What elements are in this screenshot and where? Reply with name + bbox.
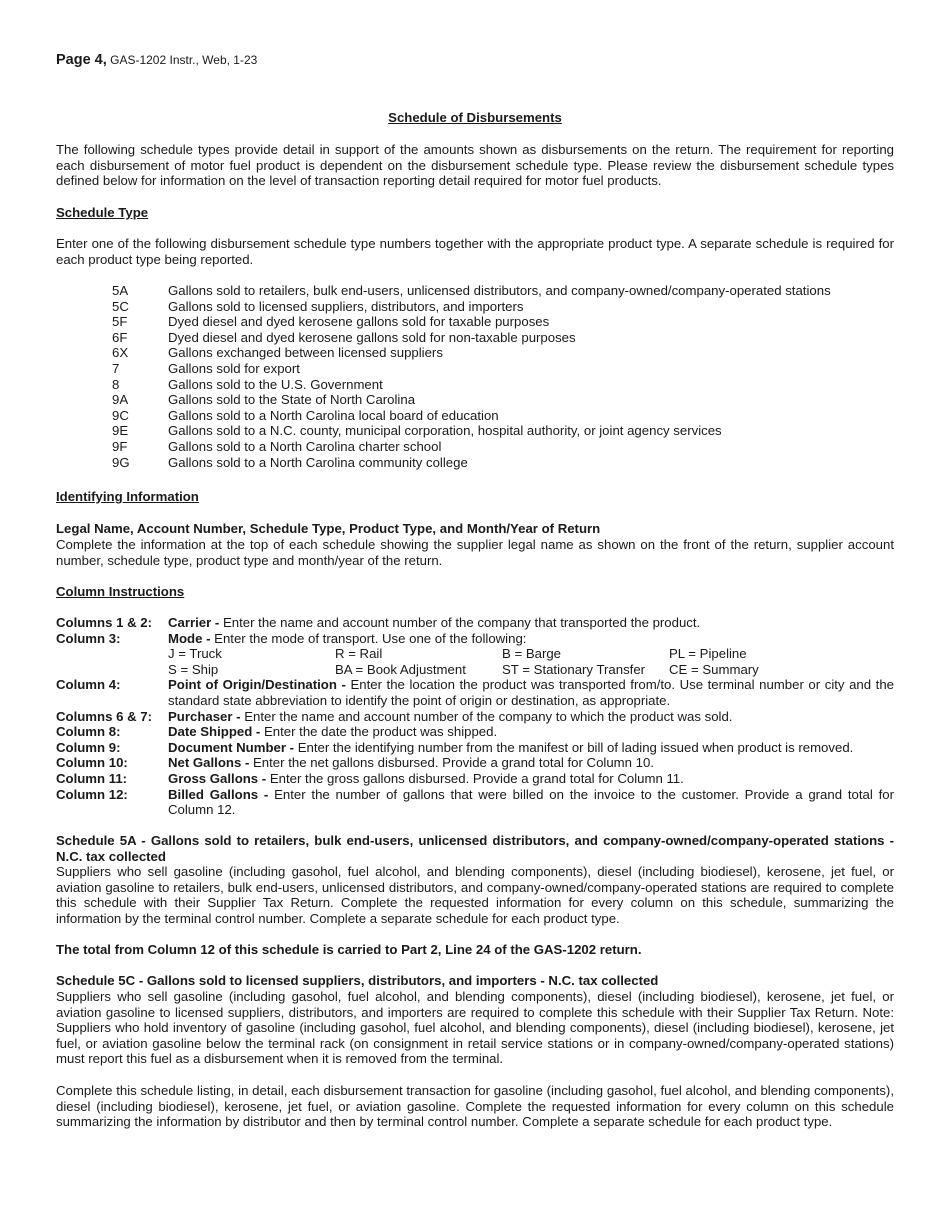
column-row bbox=[56, 724, 894, 740]
column-text: Enter the location the product was transported from/to. Use terminal number or city and the standard state abbreviation to identify the point of origin or destination, as appropriate. bbox=[168, 677, 895, 708]
mode-code: J = Truck bbox=[168, 646, 222, 662]
schedule-code: 9E bbox=[112, 423, 129, 439]
schedule-code: 5F bbox=[112, 314, 128, 330]
mode-code: CE = Summary bbox=[669, 661, 759, 677]
schedule-code: 6X bbox=[112, 345, 129, 361]
mode-codes-row bbox=[168, 662, 894, 678]
column-instructions bbox=[56, 615, 894, 818]
column-row bbox=[56, 677, 894, 708]
column-label: Columns 6 & 7: bbox=[56, 708, 152, 724]
column-term: Document Number - bbox=[168, 739, 295, 755]
mode-code: R = Rail bbox=[335, 646, 383, 662]
intro-paragraph: The following schedule types provide detail in support of the amounts shown as disbursements on the return. The requirement for reporting each disbursement of motor fuel product is dependent on the disbursement schedule type. Please review the disbursement schedule types defined below for information on the level of transaction reporting detail required for motor fuel products. bbox=[56, 142, 894, 189]
schedule-code: 9F bbox=[112, 438, 128, 454]
list-item bbox=[112, 330, 892, 346]
column-label: Column 9: bbox=[56, 739, 121, 755]
column-row bbox=[56, 631, 894, 678]
schedule-type-text: Enter one of the following disbursement schedule type numbers together with the appropriate product type. A separate schedule is required for each product type being reported. bbox=[56, 236, 894, 267]
page-number: Page 4, bbox=[56, 52, 107, 68]
schedule-5a-text: Suppliers who sell gasoline (including gasohol, fuel alcohol, and blending components), diesel (including biodiesel), kerosene, jet fuel, or aviation gasoline to retailers, bulk end-users, unlicensed distributors, and company-owned/company-operated stations are required to complete this schedule with their Supplier Tax Return. Complete the requested information for every column on this schedule, summarizing the information by the terminal control number. Complete a separate schedule for each product type. bbox=[56, 864, 894, 926]
column-row bbox=[56, 755, 894, 771]
mode-code: B = Barge bbox=[502, 646, 562, 662]
column-row bbox=[56, 787, 894, 818]
schedule-desc: Gallons sold to a N.C. county, municipal corporation, hospital authority, or joint agency services bbox=[168, 423, 722, 439]
schedule-desc: Gallons sold to retailers, bulk end-users, unlicensed distributors, and company-owned/company-operated stations bbox=[168, 283, 831, 298]
schedule-desc: Dyed diesel and dyed kerosene gallons sold for taxable purposes bbox=[168, 314, 550, 330]
schedule-desc: Gallons sold to the State of North Carolina bbox=[168, 392, 416, 408]
schedule-type-heading: Schedule Type bbox=[56, 205, 149, 220]
column-term: Carrier - bbox=[168, 615, 220, 630]
column-term: Purchaser - bbox=[168, 708, 241, 724]
list-item bbox=[112, 299, 892, 315]
column-row bbox=[56, 740, 894, 756]
column-term: Net Gallons - bbox=[168, 755, 250, 771]
schedule-desc: Gallons sold for export bbox=[168, 360, 300, 376]
schedule-5c-text-2: Complete this schedule listing, in detail, each disbursement transaction for gasoline (including gasohol, fuel alcohol, and blending components), diesel (including biodiesel), kerosene, jet fuel, or aviation gasoline. Complete the requested information for every column on this schedule summarizing the information by distributor and then by terminal control number. Complete a separate schedule for each product type. bbox=[56, 1083, 894, 1130]
page-header bbox=[56, 53, 257, 69]
list-item bbox=[112, 361, 892, 377]
identifying-subheading: Legal Name, Account Number, Schedule Type, Product Type, and Month/Year of Return bbox=[56, 521, 601, 536]
schedule-desc: Gallons sold to a North Carolina community college bbox=[168, 454, 468, 470]
column-row bbox=[56, 771, 894, 787]
schedule-code: 6F bbox=[112, 329, 128, 345]
column-text: Enter the identifying number from the manifest or bill of lading issued when product is removed. bbox=[294, 739, 854, 755]
schedule-desc: Gallons sold to licensed suppliers, distributors, and importers bbox=[168, 298, 524, 314]
column-label: Column 3: bbox=[56, 630, 121, 646]
column-text: Enter the name and account number of the company that transported the product. bbox=[219, 615, 701, 630]
mode-code: BA = Book Adjustment bbox=[335, 661, 466, 677]
schedule-desc: Gallons sold to a North Carolina charter school bbox=[168, 438, 442, 454]
column-text: Enter the gross gallons disbursed. Provide a grand total for Column 11. bbox=[266, 770, 684, 786]
column-label: Column 12: bbox=[56, 786, 128, 802]
list-item bbox=[112, 455, 892, 471]
schedule-code: 7 bbox=[112, 360, 120, 376]
schedule-5a-note: The total from Column 12 of this schedule is carried to Part 2, Line 24 of the GAS-1202 return. bbox=[56, 942, 642, 957]
document-id: GAS-1202 Instr., Web, 1-23 bbox=[110, 53, 258, 67]
column-label: Column 8: bbox=[56, 724, 121, 740]
schedule-desc: Gallons sold to the U.S. Government bbox=[168, 376, 383, 392]
column-instructions-heading: Column Instructions bbox=[56, 584, 185, 599]
schedule-code: 5C bbox=[112, 298, 129, 314]
column-row bbox=[56, 615, 894, 631]
schedule-desc: Dyed diesel and dyed kerosene gallons sold for non-taxable purposes bbox=[168, 329, 576, 345]
mode-code: S = Ship bbox=[168, 661, 219, 677]
schedule-code: 8 bbox=[112, 376, 120, 392]
column-term: Billed Gallons - bbox=[168, 786, 269, 802]
schedule-type-list bbox=[112, 283, 892, 470]
list-item bbox=[112, 314, 892, 330]
schedule-desc: Gallons exchanged between licensed suppliers bbox=[168, 345, 443, 361]
column-text: Enter the net gallons disbursed. Provide a grand total for Column 10. bbox=[249, 755, 654, 771]
column-row bbox=[56, 709, 894, 725]
schedule-5c-text: Suppliers who sell gasoline (including gasohol, fuel alcohol, and blending components), diesel (including biodiesel), kerosene, jet fuel, or aviation gasoline to licensed suppliers, distributors, and importers are required to complete this schedule with their Supplier Tax Return. Note: Suppliers who hold inventory of gasoline (including gasohol, fuel alcohol, and blending components), diesel (including biodiesel), kerosene, jet fuel, or aviation gasoline below the terminal rack (on consignment in retail service stations or in company-owned/company-operated stations) must report this fuel as a disbursement when it is removed from the terminal. bbox=[56, 989, 894, 1067]
column-text: Enter the name and account number of the company to which the product was sold. bbox=[240, 708, 733, 724]
schedule-code: 9C bbox=[112, 407, 129, 423]
list-item bbox=[112, 392, 892, 408]
schedule-5a-heading: Schedule 5A - Gallons sold to retailers, bulk end-users, unlicensed distributors, and company-owned/company-operated stations - N.C. tax collected bbox=[56, 833, 894, 864]
mode-codes-row bbox=[168, 646, 894, 662]
list-item bbox=[112, 408, 892, 424]
column-label: Column 4: bbox=[56, 677, 121, 693]
identifying-text: Complete the information at the top of each schedule showing the supplier legal name as shown on the front of the return, supplier account number, schedule type, product type and month/year of the return. bbox=[56, 537, 894, 568]
column-term: Date Shipped - bbox=[168, 724, 261, 740]
identifying-heading: Identifying Information bbox=[56, 489, 199, 504]
list-item bbox=[112, 377, 892, 393]
column-label: Columns 1 & 2: bbox=[56, 615, 152, 630]
mode-code: ST = Stationary Transfer bbox=[502, 661, 646, 677]
schedule-code: 9A bbox=[112, 392, 129, 408]
column-text: Enter the number of gallons that were billed on the invoice to the customer. Provide a grand total for Column 12. bbox=[168, 786, 894, 818]
column-term: Gross Gallons - bbox=[168, 770, 267, 786]
list-item bbox=[112, 439, 892, 455]
mode-code: PL = Pipeline bbox=[669, 646, 747, 662]
column-text: Enter the date the product was shipped. bbox=[260, 724, 498, 740]
page-title: Schedule of Disbursements bbox=[388, 110, 562, 125]
schedule-desc: Gallons sold to a North Carolina local board of education bbox=[168, 407, 499, 423]
list-item bbox=[112, 423, 892, 439]
column-term: Mode - bbox=[168, 630, 211, 646]
column-label: Column 10: bbox=[56, 755, 128, 771]
schedule-code: 5A bbox=[112, 283, 129, 298]
schedule-code: 9G bbox=[112, 454, 130, 470]
column-text: Enter the mode of transport. Use one of the following: bbox=[210, 630, 527, 646]
list-item bbox=[112, 283, 892, 299]
schedule-5c-heading: Schedule 5C - Gallons sold to licensed suppliers, distributors, and importers - N.C. tax collected bbox=[56, 973, 659, 988]
list-item bbox=[112, 345, 892, 361]
column-label: Column 11: bbox=[56, 770, 128, 786]
column-term: Point of Origin/Destination - bbox=[168, 677, 346, 693]
